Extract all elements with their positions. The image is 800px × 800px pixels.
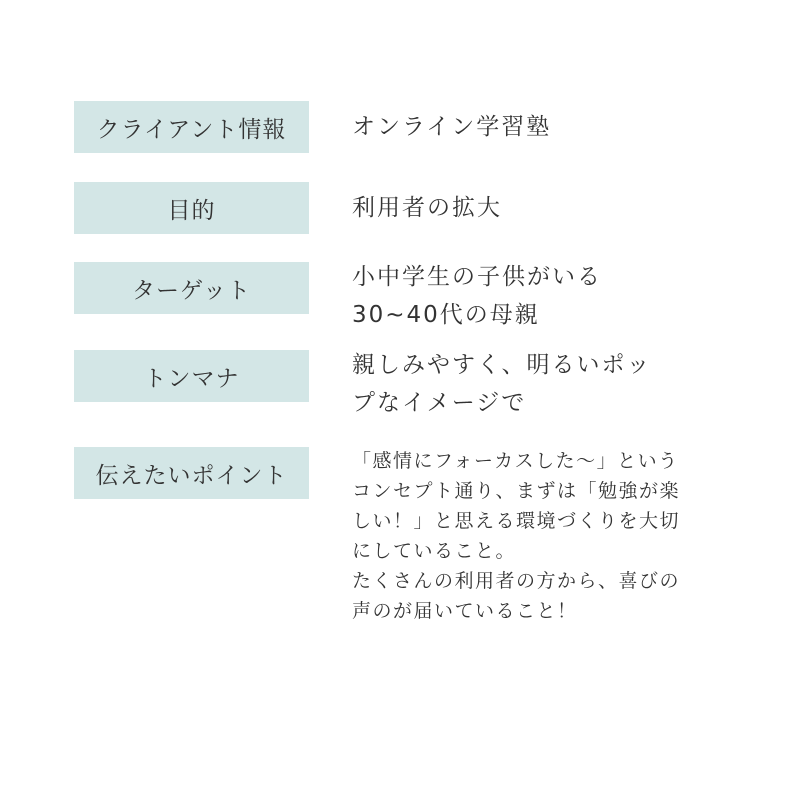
- value-target: 小中学生の子供がいる 30~40代の母親: [352, 264, 602, 328]
- value-tone-and-manner: 親しみやすく、明るいポッ プなイメージで: [352, 352, 652, 416]
- value-purpose: 利用者の拡大: [352, 195, 502, 221]
- label-purpose: 目的: [74, 182, 309, 234]
- label-target: ターゲット: [74, 262, 309, 314]
- label-client-info: クライアント情報: [74, 101, 309, 153]
- label-key-points: 伝えたいポイント: [74, 447, 309, 499]
- value-key-points: 「感情にフォーカスした〜」という コンセプト通り、まずは「勉強が楽 しい！」と思える環境づくりを大切 にしていること。 たくさんの利用者の方から、喜びの 声のが届いていること！: [352, 450, 681, 622]
- label-tone-and-manner: トンマナ: [74, 350, 309, 402]
- value-client-info: オンライン学習塾: [352, 114, 552, 140]
